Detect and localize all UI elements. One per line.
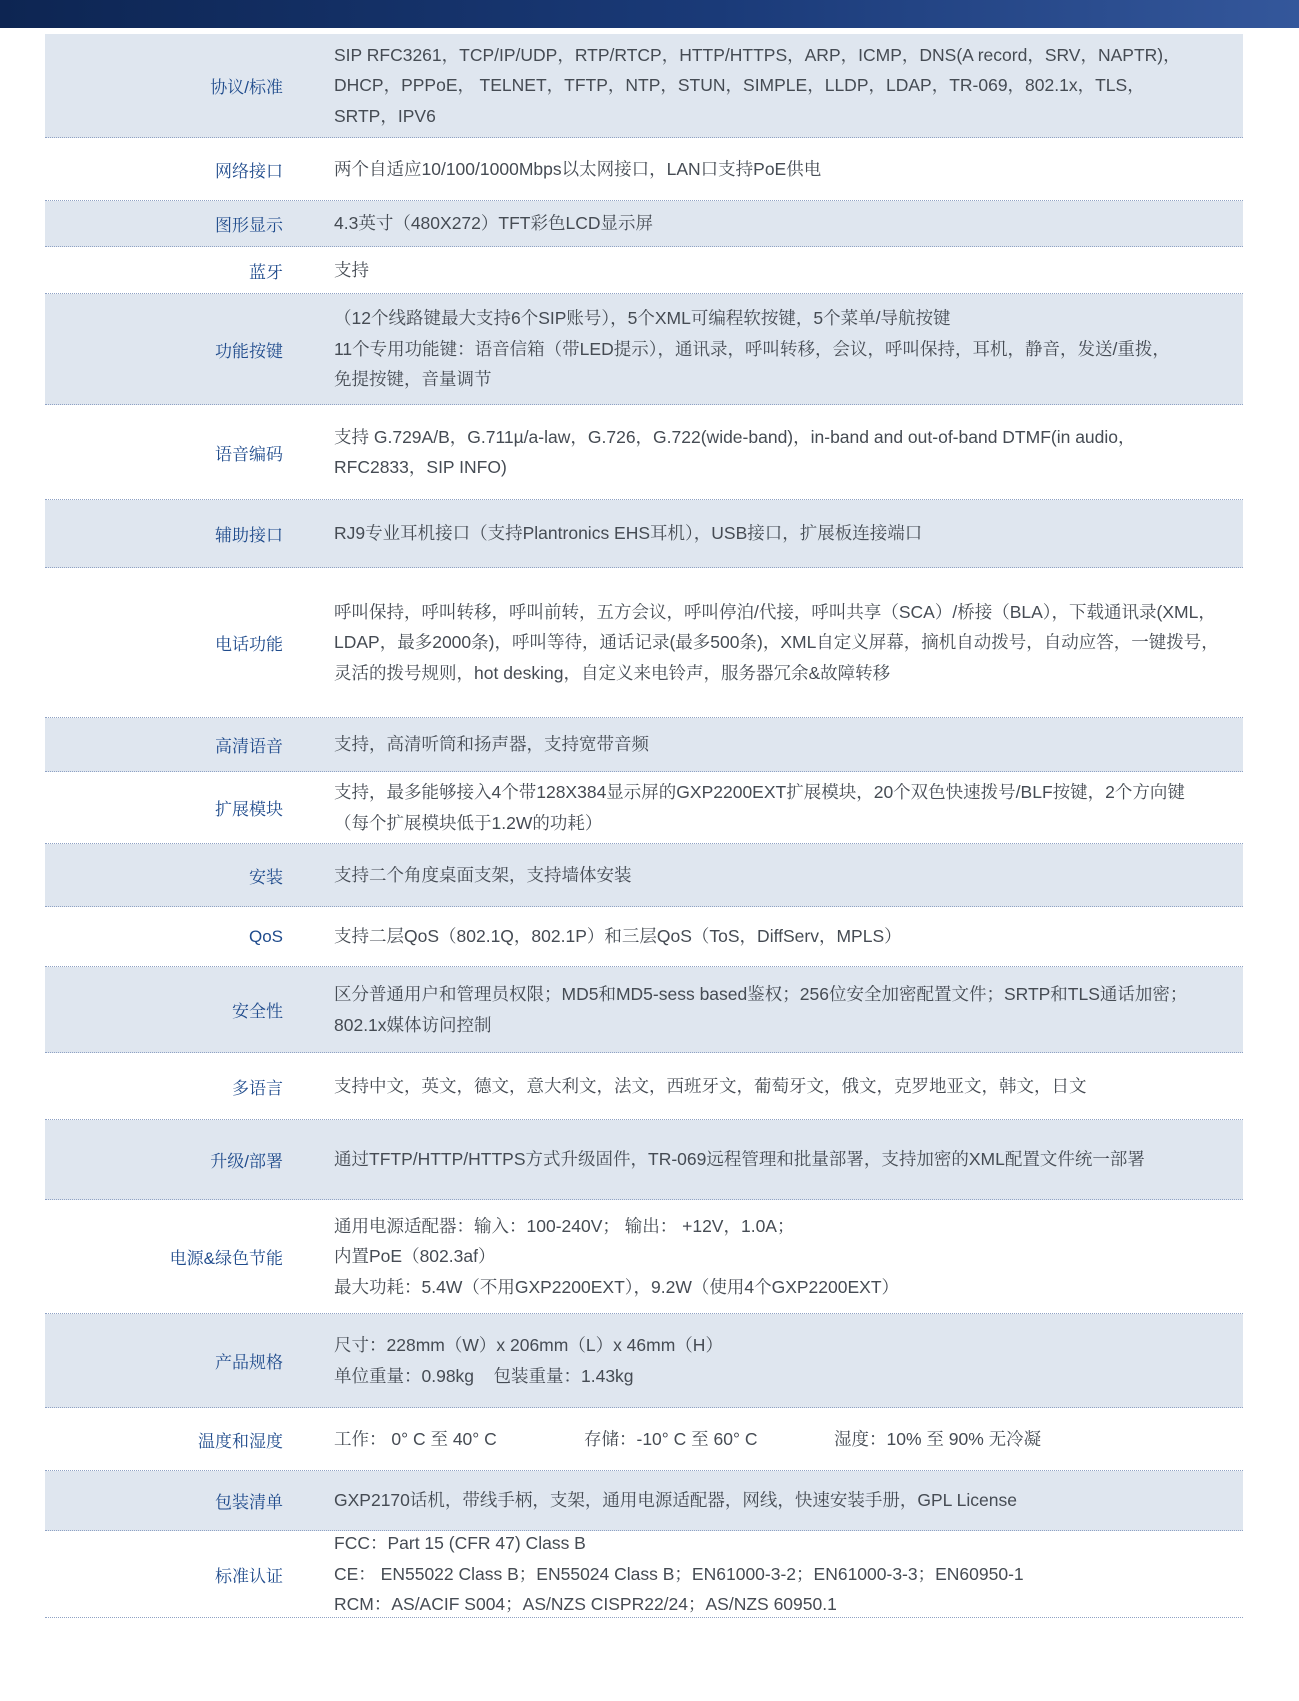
spec-row-languages [45,1053,1243,1120]
spec-row-security [45,967,1243,1053]
spec-row-dimensions [45,1314,1243,1408]
spec-value [283,40,1243,132]
spec-label: 协议/标准 [210,78,283,97]
spec-line: SRTP，IPV6 [334,105,436,126]
spec-line: 两个自适应10/100/1000Mbps以太网接口，LAN口支持PoE供电 [334,158,822,179]
spec-line: 支持 [334,259,369,280]
spec-row-expansion [45,772,1243,844]
spec-value [283,597,1243,689]
spec-label: 温度和湿度 [198,1431,283,1451]
spec-value [283,1211,1243,1303]
spec-label: 扩展模块 [215,800,283,819]
spec-row-network [45,138,1243,201]
spec-line: 支持二个角度桌面支架，支持墙体安装 [334,864,632,885]
spec-label: 语音编码 [215,444,283,464]
spec-line: RJ9专业耳机接口（支持Plantronics EHS耳机），USB接口，扩展板连接端口 [334,523,923,544]
spec-line: RFC2833，SIP INFO) [334,457,507,477]
spec-line: 最大功耗：5.4W（不用GXP2200EXT），9.2W（使用4个GXP2200EXT） [334,1276,900,1297]
spec-label: 电源&绿色节能 [169,1249,283,1268]
spec-row-protocol [45,34,1243,138]
spec-value [283,979,1243,1040]
spec-value [283,860,1243,891]
spec-row-phone-features [45,568,1243,718]
spec-line: 呼叫保持，呼叫转移，呼叫前转，五方会议，呼叫停泊/代接，呼叫共享（SCA）/桥接（BLA），下载通讯录(XML， [334,601,1216,622]
spec-line: GXP2170话机，带线手柄，支架，通用电源适配器，网线，快速安装手册，GPL License [334,1490,1017,1511]
spec-line [334,1424,1223,1455]
spec-line: RCM：AS/ACIF S004；AS/NZS CISPR22/24；AS/NZS 60950.1 [334,1594,837,1615]
spec-value [283,518,1243,549]
spec-value [283,1144,1243,1175]
spec-line: 802.1x媒体访问控制 [334,1014,492,1035]
spec-row-power [45,1200,1243,1314]
spec-line: 支持二层QoS（802.1Q，802.1P）和三层QoS（ToS，DiffServ，MPLS） [334,926,902,947]
spec-line: LDAP，最多2000条)，呼叫等待，通话记录(最多500条)，XML自定义屏幕，摘机自动拨号，自动应答，一键拨号， [334,632,1219,653]
spec-row-qos [45,907,1243,967]
spec-value [283,1330,1243,1391]
spec-value [283,208,1243,239]
spec-row-codec [45,405,1243,500]
spec-label: 标准认证 [215,1566,283,1586]
operating-temperature: 工作： 0° C 至 40° C [334,1428,497,1449]
spec-line: 通过TFTP/HTTP/HTTPS方式升级固件，TR-069远程管理和批量部署，支持加密的XML配置文件统一部署 [334,1149,1145,1170]
spec-line: CE： EN55022 Class B；EN55024 Class B；EN61000-3-2；EN61000-3-3；EN60950-1 [334,1563,1024,1584]
spec-label: 安全性 [232,1002,283,1021]
spec-line: 灵活的拨号规则，hot desking，自定义来电铃声，服务器冗余&故障转移 [334,662,891,683]
spec-value [283,777,1243,838]
spec-label: 电话功能 [215,635,283,654]
spec-line: SIP RFC3261，TCP/IP/UDP，RTP/RTCP，HTTP/HTTPS，ARP，ICMP，DNS(A record，SRV，NAPTR)， [334,44,1181,65]
spec-value [283,729,1243,760]
spec-label: 蓝牙 [249,262,283,282]
spec-line: 单位重量：0.98kg 包装重量：1.43kg [334,1365,634,1386]
spec-row-package [45,1471,1243,1531]
spec-line: 4.3英寸（480X272）TFT彩色LCD显示屏 [334,213,653,234]
spec-line: 支持中文，英文，德文，意大利文，法文，西班牙文，葡萄牙文，俄文，克罗地亚文，韩文，日文 [334,1075,1087,1096]
spec-label: 功能按键 [215,341,283,361]
spec-value [283,154,1243,185]
spec-line: 内置PoE（802.3af） [334,1246,496,1267]
spec-row-upgrade [45,1120,1243,1200]
spec-line: 11个专用功能键：语音信箱（带LED提示），通讯录，呼叫转移，会议，呼叫保持，耳机，静音，发送/重拨， [334,338,1170,359]
spec-line: 尺寸：228mm（W）x 206mm（L）x 46mm（H） [334,1335,723,1355]
spec-line: 支持，高清听筒和扬声器，支持宽带音频 [334,734,649,755]
spec-label: 产品规格 [215,1353,283,1372]
spec-label: 升级/部署 [210,1152,283,1171]
spec-label: 多语言 [232,1078,283,1098]
spec-label: 网络接口 [215,161,283,181]
spec-line: 通用电源适配器：输入：100-240V； 输出： +12V，1.0A； [334,1215,795,1236]
spec-label: 辅助接口 [215,526,283,545]
spec-value [283,1424,1243,1455]
spec-label: QoS [248,926,283,946]
spec-line: 免提按键，音量调节 [334,369,492,390]
spec-row-bluetooth [45,247,1243,294]
humidity: 湿度：10% 至 90% 无冷凝 [834,1428,1042,1449]
spec-label: 图形显示 [215,216,283,235]
spec-row-environment [45,1408,1243,1471]
storage-temperature: 存储：-10° C 至 60° C [584,1428,758,1449]
spec-row-keys [45,294,1243,405]
spec-row-display [45,201,1243,247]
spec-value [283,1071,1243,1102]
spec-value [283,1485,1243,1516]
spec-value [283,422,1243,483]
spec-table [45,34,1243,1618]
spec-line: FCC：Part 15 (CFR 47) Class B [334,1533,586,1554]
spec-row-aux-ports [45,500,1243,568]
spec-value [283,921,1243,952]
spec-line: 支持，最多能够接入4个带128X384显示屏的GXP2200EXT扩展模块，20个双色快速拨号/BLF按键，2个方向键 [334,782,1185,802]
top-banner [0,0,1299,28]
spec-label: 高清语音 [215,737,283,756]
spec-line: （每个扩展模块低于1.2W的功耗） [334,812,603,833]
spec-line: （12个线路键最大支持6个SIP账号），5个XML可编程软按键，5个菜单/导航按键 [334,308,951,329]
spec-line: DHCP，PPPoE， TELNET，TFTP，NTP，STUN，SIMPLE，LLDP，LDAP，TR-069，802.1x，TLS， [334,75,1145,96]
spec-value [283,303,1243,395]
spec-row-certifications [45,1531,1243,1618]
spec-value [283,255,1243,286]
spec-label: 包装清单 [215,1493,283,1512]
spec-line: 区分普通用户和管理员权限；MD5和MD5-sess based鉴权；256位安全加密配置文件；SRTP和TLS通话加密； [334,984,1188,1004]
spec-label: 安装 [249,867,283,887]
spec-row-mounting [45,844,1243,907]
spec-row-hd-voice [45,718,1243,772]
spec-value [283,1528,1243,1620]
spec-line: 支持 G.729A/B，G.711µ/a-law，G.726，G.722(wide-band)，in-band and out-of-band DTMF(in audio， [334,426,1136,447]
